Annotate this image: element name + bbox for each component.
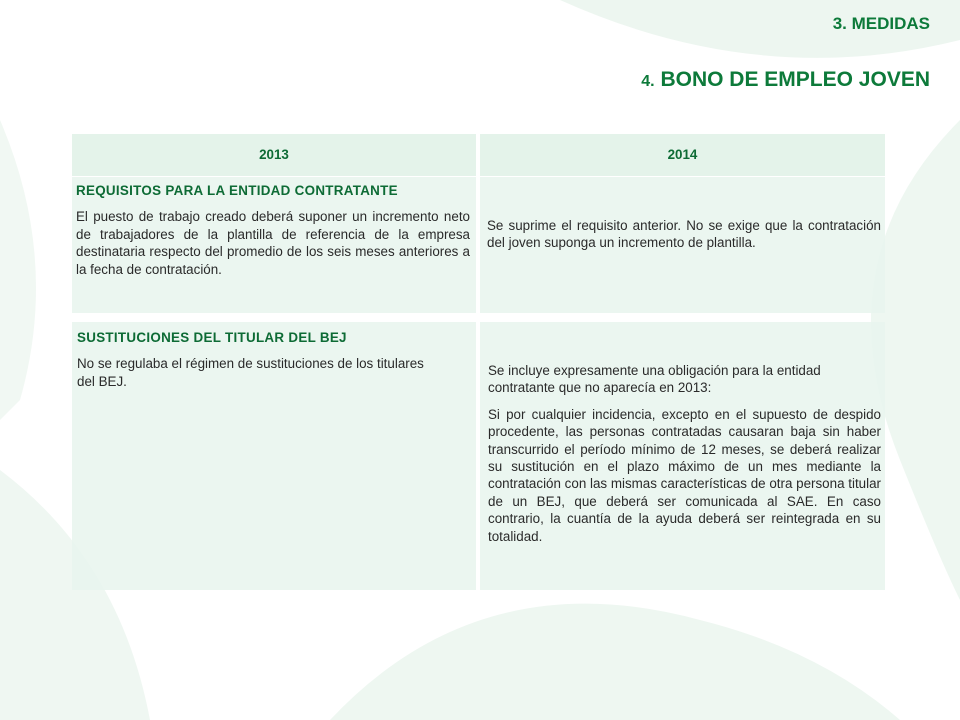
cell-text: Si por cualquier incidencia, excepto en el supuesto de despido procedente, las personas contratadas causaran baja sin haber transcurrido el período mínimo de 12 meses, se deberá realizar su sustitución en el plazo máximo de un mes mediante la contratación con las mismas características de otra persona titular de un BEJ, que deberá ser comunicada al SAE. En caso contrario, la cuantía de la ayuda deberá ser reintegrada en su totalidad. — [488, 406, 881, 544]
subsection-title — [641, 68, 930, 92]
table-cell-2014 — [480, 177, 885, 313]
column-header-2014: 2014 — [480, 134, 885, 176]
table-cell-2014 — [480, 322, 885, 590]
subsection-number: 4. — [641, 73, 655, 90]
column-header-2013: 2013 — [72, 134, 476, 176]
section-title: 3. MEDIDAS — [832, 14, 930, 33]
cell-intro-text: Se incluye expresamente una obligación para la entidad contratante que no aparecía en 2013: — [488, 363, 821, 396]
cell-text: Se suprime el requisito anterior. No se exige que la contratación del joven suponga un incremento de plantilla. — [487, 218, 881, 251]
table-cell-2013 — [72, 322, 476, 590]
table-header-row — [72, 134, 885, 176]
subsection-title-text: BONO DE EMPLEO JOVEN — [660, 68, 930, 91]
watermark-arc-left — [0, 120, 36, 420]
row-title-requisitos: REQUISITOS PARA LA ENTIDAD CONTRATANTE — [76, 183, 398, 198]
table-cell-2013 — [72, 177, 476, 313]
table-row — [72, 322, 885, 590]
watermark-arc-bottom — [330, 604, 900, 720]
table-row — [72, 177, 885, 313]
cell-text: El puesto de trabajo creado deberá suponer un incremento neto de trabajadores de la plantilla de referencia de la empresa destinataria respecto del promedio de los seis meses anteriores a la fecha de contratación. — [76, 209, 470, 277]
cell-text: No se regulaba el régimen de sustituciones de los titulares del BEJ. — [77, 356, 424, 389]
row-title-sustituciones: SUSTITUCIONES DEL TITULAR DEL BEJ — [77, 330, 347, 345]
